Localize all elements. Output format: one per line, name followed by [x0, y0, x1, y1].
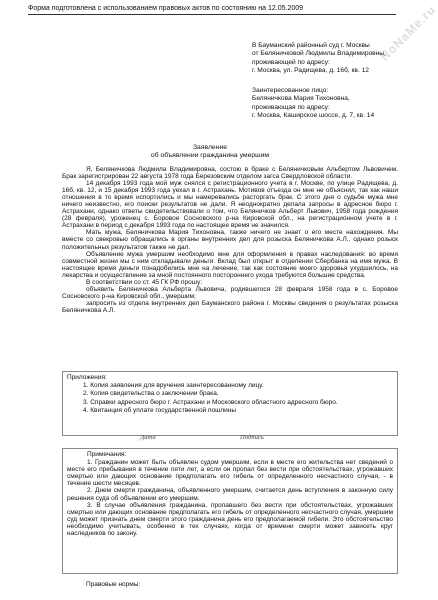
body-paragraph: 14 декабря 1993 года мой муж снялся с регистрационного учета в г. Москве, по улице Радищева, д. 16б, кв. 12, и 15 декабря 1993 года уехал в г. Астрахань. Мотивов отъезда он мне не объяснил, так как наши отношения в то время испортились и мы намеревались расторгать брак. С этого дня о судьбе мужа мне ничего неизвестно, его поиски результатов не дали. Я неоднократно делала запросы в адресное бюро г. Астрахани, однако ответы свидетельствовали о том, что Беляничков Альберт Львович, 1958 года рождения (28 февраля), уроженец с. Боровое Сосновского р-на Кировской обл., на регистрационном учете в г. Астрахани в период с декабря 1993 года по настоящее время не значился.	[62, 180, 398, 230]
party-address-label: проживающая по адресу:	[252, 103, 330, 111]
note-item: 1. Гражданин может быть объявлен судом умершим, если в месте его жительства нет сведений о месте его пребывания в течение пяти лет, а если он пропал без вести при обстоятельствах, угрожавших смертью или дающих основание предполагать его гибель от определенного несчастного случая, - в течение шести месяцев.	[67, 459, 393, 488]
party-address: г. Москва, Каширское шоссе, д. 7, кв. 14	[252, 111, 375, 119]
title-line-2: об объявлении гражданина умершим	[150, 152, 270, 160]
statement-body	[62, 166, 398, 314]
attachments-heading: Приложения:	[67, 374, 107, 381]
request-item: объявить Беляничкова Альберта Львовича, родившегося 28 февраля 1958 года в с. Боровое Сосновского р-на Кировской обл., умершим;	[62, 285, 398, 300]
court-addressee-block	[252, 42, 386, 75]
watermark: NoNaMe.ru	[377, 2, 438, 64]
attachment-item: 1. Копия заявления для вручения заинтересованному лицу.	[83, 382, 264, 390]
date-label: Дата	[140, 434, 156, 441]
body-paragraph: Объявление мужа умершим необходимо мне для оформления в правах наследования: во время совместной жизни мы с ним откладывали деньги. Вклад был открыт в отделении Сбербанка на имя мужа. В настоящее время деньги понадобились мне на лечение, так как состояние моего здоровья ухудшилось, на лекарства и осуществление за мной постоянного постороннего ухода требуются большие средства.	[62, 250, 398, 279]
court-line: В Бауманский районный суд г. Москвы	[252, 42, 370, 49]
applicant-line: от Беляничковой Людмилы Владимировны,	[252, 50, 386, 58]
legal-norms-label: Правовые нормы:	[86, 581, 141, 588]
applicant-address-label: проживающей по адресу:	[252, 58, 330, 66]
note-item: 2. Днем смерти гражданина, объявленного умершим, считается день вступления в законную силу решения суда об объявлении его умершим.	[67, 487, 393, 502]
request-item: запросить из отдела внутренних дел Бауманского района г. Москвы сведения о результатах розыска Беляничкова А.Л.	[62, 299, 398, 314]
attachment-item: 3. Справки адресного бюро г. Астрахани и Московского областного адресного бюро.	[83, 398, 338, 406]
attachment-item: 2. Копия свидетельства о заключении брака.	[83, 390, 219, 398]
attachment-item: 4. Квитанция об уплате государственной пошлины	[83, 406, 237, 414]
body-paragraph: Я, Беляничкова Людмила Владимировна, состою в браке с Беляничковым Альбертом Львовичем. Брак зарегистрирован 22 августа 1978 года Березовским отделом загса Свердловской области.	[62, 166, 398, 181]
party-name: Беляничкова Мария Тихоновна,	[252, 95, 350, 103]
notes-box	[62, 448, 398, 574]
form-header-note: Форма подготовлена с использованием правовых актов по состоянию на 12.05.2009	[28, 4, 396, 15]
body-paragraph: В соответствии со ст. 45 ГК РФ прошу:	[86, 278, 203, 286]
body-paragraph: Мать мужа, Беляничкова Мария Тихоновна, также ничего не знает о его месте нахождения. Мы вместе со свекровью обращались в органы внутренних дел для розыска Беляничкова А.Л., однако розыск положительных результатов также не дал.	[62, 229, 398, 251]
party-label: Заинтересованное лицо:	[252, 87, 329, 94]
document-title	[0, 144, 420, 161]
interested-party-block	[252, 87, 374, 120]
attachments-box	[62, 371, 398, 436]
title-line-1: Заявление	[192, 144, 228, 151]
signature-label: Подпись	[240, 434, 264, 441]
note-item: 3. В случае объявления гражданина, пропавшего без вести при обстоятельствах, угрожавших смертью или дающих основание предполагать его гибель от определенного несчастного случая, умершим суд может признать днем смерти этого гражданина день его предполагаемой гибели. Это обстоятельство необходимо учитывать, особенно в тех случаях, когда от времени смерти может зависеть круг наследников по закону.	[67, 501, 393, 538]
notes-heading: Примечания:	[87, 451, 127, 458]
applicant-address: г. Москва, ул. Радищева, д. 16б, кв. 12	[252, 66, 369, 74]
